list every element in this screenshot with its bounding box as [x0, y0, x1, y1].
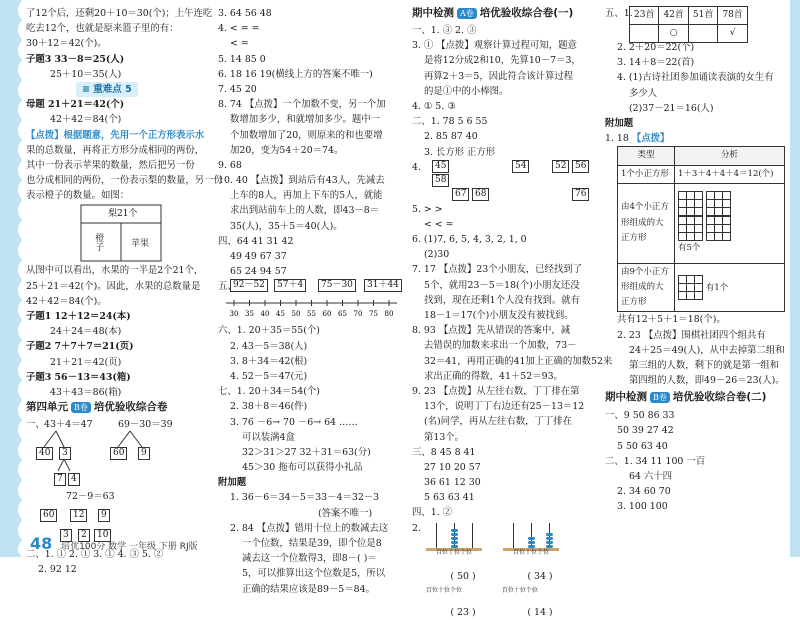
text-line: 5. > > [412, 203, 443, 215]
tip-line: 2. 84 【点拨】错用十位上的数减去这 [230, 522, 389, 534]
decomposition-trees [26, 417, 212, 505]
text-line: 吃去12个，也就是原来篮子里的有： [26, 23, 179, 35]
tree3-top: 72－9＝63 [66, 491, 115, 503]
number-line-box-4: 31＋44 [364, 279, 402, 292]
text-line: 2. 34 60 70 [617, 486, 671, 498]
tree1-box-b: 3 [59, 447, 71, 460]
grid-cell: 52 [552, 160, 569, 173]
text-line: 4. 52－5＝47(元) [230, 370, 308, 382]
diagram-label-right: 苹果 [131, 239, 150, 250]
text-line: 9. 68 [218, 159, 242, 171]
diagram-label-left: 橙子 [93, 233, 104, 252]
text-line: 2. 85 87 40 [424, 131, 478, 143]
grid-cell: 54 [512, 160, 529, 173]
text-line: 其中一份表示苹果的数量，然后把另一份 [26, 159, 195, 171]
number-line-label: 30 [229, 310, 239, 319]
text-line: 1. 36－6＝34－5＝33－4＝32－3 [230, 492, 380, 504]
text-line: 18－1＝17(个)小朋友没有被找到。 [424, 310, 574, 321]
section-heading: 附加题 [605, 117, 634, 129]
text-line: 求出到站前车上的人数，即43－8＝ [230, 205, 380, 217]
text-line: 4. ① 5. ③ [412, 100, 456, 112]
column-3 [412, 6, 613, 618]
number-line-label: 55 [307, 310, 316, 319]
abacus-answer-4: ( 14 ) [527, 606, 553, 618]
tip-line: 【点拨】根据题意，先用一个正方形表示水 [26, 129, 205, 141]
text-line: 多少人 [629, 87, 658, 99]
number-line-label: 45 [276, 310, 285, 319]
text-line: 的是①中的小棒图。 [424, 85, 509, 97]
abacus-figures: 2. 百位十位个位 百位十位个位 ( 50 ) ( 34 ) 百位十位个位 百位十位个位 ( 23 ) ( 14 ) [412, 521, 600, 617]
number-line-label: 80 [384, 310, 394, 319]
tree3-box-c: 9 [98, 509, 110, 522]
text-line: 3. 64 56 48 [218, 8, 272, 19]
text-line: 了12个后，还剩20＋10＝30(个)；上午连吃 [26, 8, 213, 19]
text-line: < = [230, 38, 249, 50]
grid-diagram [678, 216, 703, 241]
text-line: < < = [424, 218, 454, 230]
score-table-block: 五、1. 23首 42首 51首 78首 ○ √ [605, 6, 791, 40]
text-line: 5. 14 85 0 [218, 53, 266, 65]
grid-cell: 67 [452, 188, 469, 201]
tree3-box-f: 10 [94, 529, 111, 542]
text-line: (答案不唯一) [318, 507, 373, 519]
unit-heading: 第四单元 B卷 培优验收综合卷 [26, 401, 168, 414]
text-line: 是将12分成2和10，先算10－7＝3， [424, 55, 581, 67]
text-line: 果的总数量，再将正方形分成相同的两份， [26, 144, 205, 156]
tip-line: 8. 74 【点拨】一个加数不变，另一个加 [218, 99, 386, 111]
text-line: 加20，变为54＋20＝74。 [230, 144, 344, 156]
text-line: 一、1. ③ 2. ③ [412, 25, 477, 36]
text-line: 32＞31＞27 32＋31＝63(分) [242, 446, 371, 458]
tree3-box-a: 60 [40, 509, 57, 522]
tip-line: 8. 93 【点拨】先从错误的答案中，减 [412, 325, 571, 337]
section-heading: ≡ 重难点 5 [26, 82, 212, 97]
text-line: 子题3 56－13＝43(箱) [26, 371, 131, 383]
text-line: 三、8 45 8 41 [412, 446, 476, 458]
text-line: 子题2 7＋7＋7＝21(页) [26, 341, 134, 353]
text-line: 27 10 20 57 [424, 461, 481, 473]
tree1-top: 43＋4＝47 [44, 419, 93, 431]
text-line: 36 61 12 30 [424, 477, 481, 489]
abacus-answer-3: ( 23 ) [450, 606, 476, 618]
text-line: 2. 92 12 [38, 564, 77, 576]
text-line: 二、1. 78 5 6 55 [412, 116, 488, 128]
text-line: 一、9 50 86 33 [605, 410, 675, 422]
text-line: 45＞30 拖布可以获得小礼品 [242, 462, 363, 474]
text-line: 49 49 67 37 [230, 251, 287, 262]
number-line-label: 40 [260, 310, 270, 319]
grid-cell: 58 [432, 174, 449, 187]
text-line: 13个，说明丁丁右边还有25－13＝12 [424, 401, 585, 413]
text-line: (2)37－21＝16(人) [629, 102, 714, 114]
abacus-2: 百位十位个位 [503, 521, 559, 561]
text-line: 母题 21＋21＝42(个) [26, 99, 125, 111]
page-number: 48 [30, 534, 53, 553]
abacus-answer-1: ( 50 ) [450, 570, 476, 582]
tip-line: 9. 23 【点拨】从左往右数，丁丁排在第 [412, 385, 580, 397]
tree2-top: 69－30＝39 [118, 419, 173, 431]
text-line: 第三组的人数，剩下的就是第一组和 [629, 359, 780, 371]
text-line: 四、1. ② [412, 507, 453, 519]
grid-diagram [706, 216, 731, 241]
text-line: 7. 45 20 [218, 83, 257, 95]
text-line: 3. 8＋34＝42(根) [230, 355, 308, 367]
tip-line: 10. 40 【点拨】到站后有43人，先减去 [218, 175, 385, 187]
diagram-label-top: 梨21个 [108, 209, 138, 220]
text-line: 求出正确的得数，41＋52＝93。 [424, 370, 563, 382]
tree3-box-e: 2 [78, 529, 90, 542]
text-line: 64 六十四 [629, 471, 673, 483]
tree2-box-b: 9 [138, 447, 150, 460]
text-line: 42＋42＝84(个)。 [26, 295, 107, 307]
text-line: 子题3 33－8＝25(人) [26, 53, 125, 65]
column-4 [605, 6, 791, 515]
number-line-box-2: 57＋4 [274, 279, 306, 292]
text-line: 35(人)，35＋5＝40(人)。 [230, 220, 343, 232]
text-line: 6. 18 16 19(横线上方的答案不唯一) [218, 68, 373, 80]
exam-heading: 期中检测 A卷 培优验收综合卷(一) [412, 7, 574, 19]
tree1-box-a: 40 [36, 447, 53, 460]
text-line: 可以装满4盒 [242, 431, 295, 443]
analysis-table: 类型 分析 1个小正方形 1＋3＋4＋4＋4＝12(个) 由4个小正方形组成的大正方形 有5个 由9个小正方形组成的大正方形 有1个 [617, 146, 785, 312]
text-line: 2. 38＋8＝46(件) [230, 401, 308, 413]
number-line-label: 65 [338, 310, 347, 319]
text-line: 四、64 41 31 42 [218, 235, 294, 247]
text-line: 65 24 94 57 [230, 266, 287, 278]
number-grid-figure: 4. 45 54 52 56 58 67 68 76 [412, 160, 600, 202]
text-line: 数增加多少，和就增加多少。题中一 [230, 114, 381, 126]
text-line: 43＋43＝86(箱) [50, 386, 122, 398]
text-line: 2. 43－5＝38(人) [230, 340, 308, 352]
text-line: 30＋12＝42(个)。 [26, 38, 107, 50]
section-heading: 附加题 [218, 477, 247, 489]
number-line-label: 75 [369, 310, 378, 319]
number-line-section-label: 五、 [218, 281, 237, 293]
text-line: 3. 14＋8＝22(首) [617, 57, 695, 69]
text-line: 42＋42＝84(个) [50, 114, 122, 126]
grid-cell: 45 [432, 160, 449, 173]
text-line: 24＋25＝49(人)，从中去掉第二组和 [629, 344, 785, 356]
abacus-answer-2: ( 34 ) [527, 570, 553, 582]
grid-cell: 76 [572, 188, 589, 201]
text-line: 正确的结果应该是89－5＝84。 [242, 583, 375, 595]
text-line: 上车的8人，再加上下车的5人，就能 [230, 190, 383, 202]
tree1-box-c: 7 [54, 473, 66, 486]
tree3-box-b: 12 [70, 509, 87, 522]
exam-heading-2: 期中检测 B卷 培优验收综合卷(二) [605, 391, 767, 404]
text-line: 2. 2＋20＝22(个) [617, 42, 695, 53]
text-line: 表示橙子的数量。如图： [26, 190, 130, 202]
text-line: 3. 长方形 正方形 [424, 146, 496, 158]
number-line-svg [218, 293, 404, 323]
text-line: (2)30 [424, 249, 450, 261]
text-line: 也分成相同的两份，一份表示梨的数量，另一份 [26, 175, 223, 187]
tree2-box-a: 60 [110, 447, 127, 460]
text-line: 1. 18 【点拨】 [605, 133, 670, 145]
text-line: (名)同学，再从左往右数，丁丁排在 [424, 416, 572, 428]
text-line: 21＋21＝42(页) [50, 356, 122, 368]
text-line: 6. (1)7, 6, 5, 4, 3, 2, 1, 0 [412, 234, 527, 246]
text-line: 4. (1)古诗社团参加诵读表演的女生有 [617, 72, 774, 84]
tip-line: 7. 17 【点拨】23个小朋友，已经找到了 [412, 264, 583, 276]
page-footer [30, 534, 198, 553]
column-1 [26, 6, 223, 578]
text-line: 从图中可以看出，水果的一半是2个21个， [26, 265, 204, 277]
text-line: 5个，就用23－5＝18(个)小朋友还没 [424, 279, 580, 291]
text-line: 25＋21＝42(个)。因此，水果的总数量是 [26, 280, 201, 292]
grid-cell: 68 [472, 188, 489, 201]
grid-diagram [678, 275, 703, 300]
tip-line: 3. ① 【点拨】观察计算过程可知，题意 [412, 40, 577, 52]
text-line: 第四组的人数，即49－26＝23(人)。 [629, 375, 785, 387]
text-line: 减去这一个位数得3，即8－( )＝ [242, 553, 377, 565]
text-line: 25＋10＝35(人) [50, 68, 122, 80]
text-line: 一个位数，结果是39，即个位是8 [242, 538, 382, 549]
number-line-label: 35 [245, 310, 254, 319]
grid-cell: 56 [572, 160, 589, 173]
text-line: 再算2＋3＝5，因此符合该计算过程 [424, 70, 574, 82]
text-line: 24＋24＝48(本) [50, 326, 122, 338]
text-line: 5，可以推算出这个位数是5，所以 [242, 568, 386, 580]
text-line: 子题1 12＋12＝24(本) [26, 311, 131, 322]
number-line-box-1: 92－52 [230, 279, 268, 292]
grid-diagram [678, 191, 703, 216]
text-line: 七、1. 20＋34＝54(个) [218, 386, 320, 398]
left-decorative-border [0, 0, 22, 557]
text-line: 5 63 63 41 [424, 492, 475, 504]
column-2 [218, 6, 404, 597]
tip-line: 2. 23 【点拨】围棋社团四个组共有 [617, 329, 766, 341]
number-line-label: 50 [291, 310, 301, 319]
text-line: 4. < = = [218, 23, 260, 35]
grid-diagram [706, 191, 731, 216]
text-line: 3. 76 －6→ 70 －6→ 64 …… [230, 416, 358, 428]
text-line: 第13个。 [424, 431, 465, 443]
tree1-box-d: 4 [68, 473, 80, 486]
text-line: 50 39 27 42 [617, 425, 674, 437]
fruit-square-diagram [26, 203, 212, 263]
number-line-label: 60 [322, 310, 332, 319]
text-line: 3. 100 100 [617, 501, 668, 513]
text-line: 个加数增加了20，则原来的和也要增 [230, 129, 383, 141]
text-line: 32＝41，再用正确的41加上正确的加数52来 [424, 355, 613, 367]
text-line: 六、1. 20＋35＝55(个) [218, 325, 320, 337]
number-line-label: 70 [353, 310, 363, 319]
number-line-figure [218, 279, 404, 323]
right-decorative-border [790, 0, 800, 557]
text-line: 共有12＋5＋1＝18(个)。 [617, 314, 726, 326]
score-table: 23首 42首 51首 78首 ○ √ [629, 6, 748, 43]
footer-text: 培优100分 数学 一年级 下册 RJ版 [61, 542, 198, 552]
text-line: 找到，现在还剩1个人没有找到。就有 [424, 294, 580, 306]
abacus-1: 百位十位个位 [426, 521, 482, 561]
tree3-box-d: 3 [60, 529, 72, 542]
text-line: 二、1. ① 2. ① 3. ① 4. ③ 5. ② [26, 549, 164, 561]
text-line: 5 50 63 40 [617, 440, 668, 452]
text-line: 二、1. 34 11 100 一百 [605, 455, 706, 467]
number-line-box-3: 75－30 [318, 279, 356, 292]
text-line: 去错误的加数来求出一个加数，73－ [424, 340, 577, 352]
section-label: 一、 [26, 419, 45, 431]
